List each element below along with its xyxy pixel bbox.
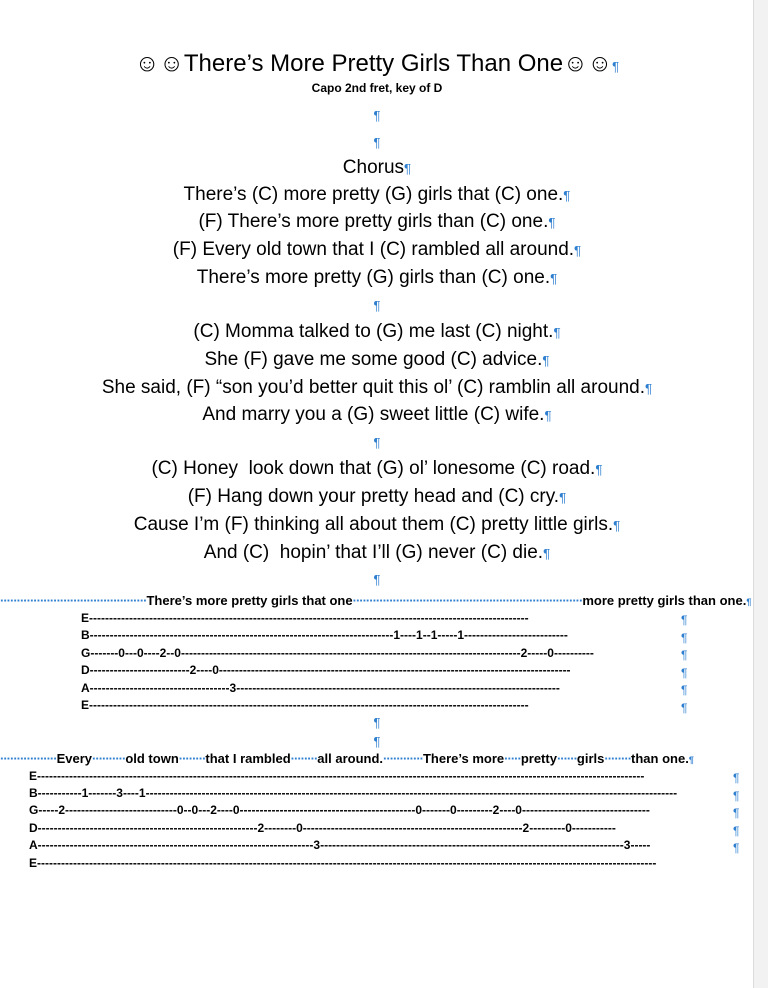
leader-dots: ····· [504, 751, 521, 766]
tab2-lyric-header: ·················Every··········old town········that I rambled········all around.············There’s more·····pretty······girls········than one.¶ [0, 751, 694, 766]
page-edge [753, 0, 768, 988]
lyric-line: She (F) gave me some good (C) advice.¶ [204, 349, 550, 370]
leader-dots: ····································································· [352, 593, 583, 608]
pilcrow-mark: ¶ [550, 271, 558, 286]
song-title: ☺☺There’s More Pretty Girls Than One☺☺¶ [134, 50, 620, 77]
pilcrow-mark: ¶ [574, 243, 582, 258]
leader-dots: ············································ [0, 593, 147, 608]
tab1-pilcrows: ¶ ¶ ¶ ¶ ¶ ¶ [681, 613, 688, 715]
lyric-line: (F) Hang down your pretty head and (C) cry.¶ [187, 486, 567, 507]
pilcrow-mark: ¶ [595, 462, 603, 477]
tab2-pilcrows: ¶ ¶ ¶ ¶ ¶ [733, 771, 740, 855]
empty-paragraph: ¶ [373, 435, 381, 450]
pilcrow-mark: ¶ [542, 353, 550, 368]
lyric-line: There’s more pretty (G) girls than (C) one.¶ [196, 267, 558, 288]
lyric-line: And (C) hopin’ that I’ll (G) never (C) die.¶ [203, 542, 551, 563]
leader-dots: ············ [383, 751, 423, 766]
leader-dots: ················· [0, 751, 57, 766]
lyric-line: (C) Honey look down that (G) ol’ lonesome (C) road.¶ [151, 458, 603, 479]
pilcrow-mark: ¶ [544, 408, 552, 423]
lyric-line: (F) Every old town that I (C) rambled all around.¶ [172, 239, 582, 260]
lyric-line: And marry you a (G) sweet little (C) wife.¶ [202, 404, 552, 425]
tab2-string-d: D-------------------------------------------------------2--------0-------------------------------------------------------2---------0----------- [29, 822, 616, 834]
tab1-string-d: D-------------------------2----0---------------------------------------------------------------------------------------- [81, 664, 571, 676]
lyric-line: She said, (F) “son you’d better quit this ol’ (C) ramblin all around.¶ [101, 377, 653, 398]
tab1-string-e-low: E-------------------------------------------------------------------------------------------------------------- [81, 699, 529, 711]
pilcrow-mark: ¶ [559, 490, 567, 505]
pilcrow-mark: ¶ [746, 597, 752, 607]
pilcrow-mark: ¶ [553, 325, 561, 340]
empty-paragraph: ¶ [373, 572, 381, 587]
tab2-string-a: A---------------------------------------------------------------------3----------------------------------------------------------------------------3----- [29, 839, 651, 851]
leader-dots: ·········· [92, 751, 126, 766]
pilcrow-mark: ¶ [613, 518, 621, 533]
pilcrow-mark: ¶ [548, 215, 556, 230]
pilcrow-mark: ¶ [688, 755, 694, 765]
empty-paragraph: ¶ [373, 298, 381, 313]
empty-paragraph: ¶ [373, 715, 381, 730]
pilcrow-mark: ¶ [404, 161, 412, 176]
tab2-string-e-low: E----------------------------------------------------------------------------------------------------------------------------------------------------------- [29, 857, 657, 869]
empty-paragraph: ¶ [373, 108, 381, 123]
tab2-string-b: B-----------1-------3----1------------------------------------------------------------------------------------------------------------------------------------- [29, 787, 678, 799]
empty-paragraph: ¶ [373, 135, 381, 150]
leader-dots: ········ [178, 751, 206, 766]
tab1-string-b: B----------------------------------------------------------------------------1----1--1-----1-------------------------- [81, 629, 568, 641]
tab1-string-e-high: E-------------------------------------------------------------------------------------------------------------- [81, 612, 529, 624]
leader-dots: ······ [556, 751, 577, 766]
leader-dots: ········ [604, 751, 632, 766]
lyric-line: (C) Momma talked to (G) me last (C) night.¶ [193, 321, 561, 342]
pilcrow-mark: ¶ [563, 188, 571, 203]
pilcrow-mark: ¶ [543, 546, 551, 561]
chorus-label: Chorus¶ [342, 157, 412, 178]
tab1-string-g: G-------0---0----2--0-------------------------------------------------------------------------------------2-----0---------- [81, 647, 594, 659]
lyric-line: There’s (C) more pretty (G) girls that (C) one.¶ [183, 184, 571, 205]
lyric-line: Cause I’m (F) thinking all about them (C) pretty little girls.¶ [133, 514, 621, 535]
tab1-lyric-header: ············································There’s more pretty girls that one·····································································more pretty girls than one.¶ [0, 593, 752, 608]
tab1-string-a: A-----------------------------------3--------------------------------------------------------------------------------- [81, 682, 560, 694]
pilcrow-mark: ¶ [645, 381, 653, 396]
pilcrow-mark: ¶ [612, 59, 620, 74]
tab2-string-g: G-----2----------------------------0--0---2----0--------------------------------------------0-------0---------2----0-------------------------------- [29, 804, 650, 816]
leader-dots: ········ [290, 751, 318, 766]
tab2-string-e-high: E-------------------------------------------------------------------------------------------------------------------------------------------------------- [29, 770, 645, 782]
lyric-line: (F) There’s more pretty girls than (C) one.¶ [198, 211, 556, 232]
empty-paragraph: ¶ [373, 734, 381, 749]
song-subtitle: Capo 2nd fret, key of D [311, 81, 443, 95]
